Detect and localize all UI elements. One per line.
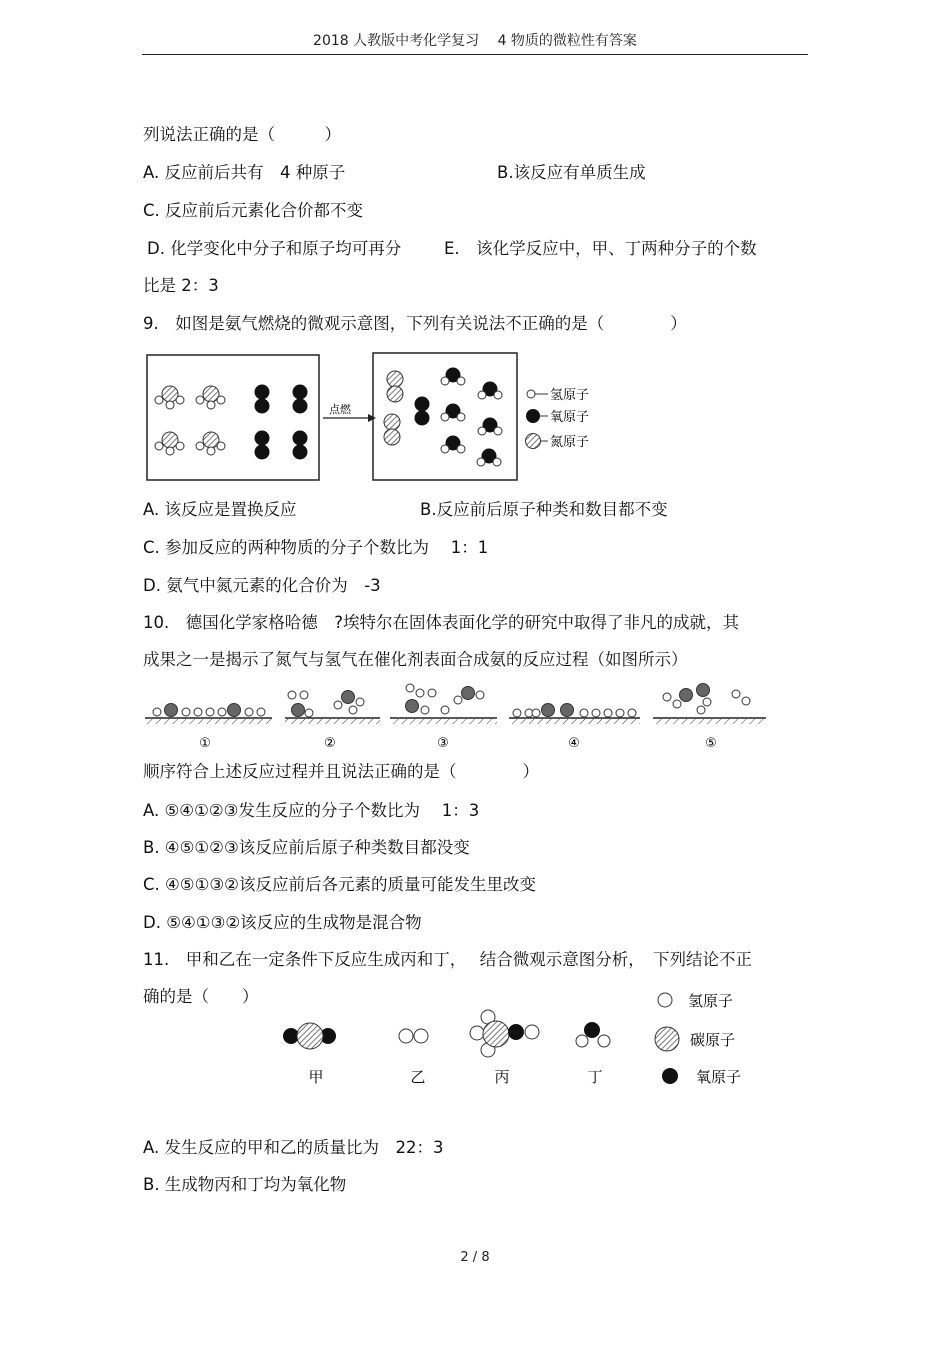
page-header: 2018 人教版中考化学复习 4 物质的微粒性有答案: [313, 33, 637, 49]
q8-option-b: B.该反应有单质生成: [497, 163, 646, 182]
q9-option-d: D. 氨气中氮元素的化合价为 -3: [143, 576, 381, 595]
q8-option-e-cont: 比是 2：3: [143, 276, 219, 295]
molecule-jia: [283, 1023, 336, 1086]
header-rule: [142, 54, 808, 55]
o2-molecule: [255, 385, 270, 414]
svg-text:①: ①: [199, 736, 211, 751]
molecule-yi: [399, 1029, 428, 1086]
svg-text:氧原子: 氧原子: [696, 1068, 742, 1086]
o2-molecule: [255, 431, 270, 460]
q10-option-d: D. ⑤④①③②该反应的生成物是混合物: [143, 913, 422, 932]
svg-text:②: ②: [324, 736, 336, 751]
svg-text:氧原子: 氧原子: [550, 410, 590, 425]
q10-stem-line1: 10. 德国化学家格哈德 ?埃特尔在固体表面化学的研究中取得了非凡的成就，其: [143, 613, 739, 632]
page-number: 2 / 8: [460, 1250, 490, 1265]
legend-hydrogen: [527, 388, 589, 403]
h2o-molecule: [478, 382, 502, 400]
process-step-2: [285, 691, 380, 752]
arrow-label: 点燃: [329, 403, 351, 416]
q9-option-c: C. 参加反应的两种物质的分子个数比为 1：1: [143, 538, 489, 557]
legend-nitrogen: [526, 434, 590, 451]
svg-text:乙: 乙: [410, 1068, 426, 1086]
nh3-molecule: [196, 432, 225, 455]
nh3-molecule: [155, 432, 184, 455]
legend-hydrogen: [658, 992, 733, 1010]
q8-option-a: A. 反应前后共有 4 种原子: [143, 163, 346, 182]
q9-option-a: A. 该反应是置换反应: [143, 500, 297, 519]
svg-text:氢原子: 氢原子: [688, 992, 734, 1010]
q11-stem-line2: 确的是（ ）: [143, 987, 259, 1006]
process-step-4: [509, 704, 640, 752]
h2o-molecule: [441, 436, 465, 454]
svg-text:③: ③: [437, 736, 449, 751]
q9-option-b: B.反应前后原子种类和数目都不变: [420, 500, 668, 519]
q10-stem-line2: 成果之一是揭示了氮气与氢气在催化剂表面合成氨的反应过程（如图所示）: [143, 650, 688, 669]
q8-option-d: D. 化学变化中分子和原子均可再分: [147, 239, 402, 258]
q11-option-b: B. 生成物丙和丁均为氧化物: [143, 1175, 347, 1194]
process-step-5: [653, 684, 766, 752]
svg-text:④: ④: [568, 736, 580, 751]
q10-stem-line3: 顺序符合上述反应过程并且说法正确的是（ ）: [143, 762, 539, 781]
svg-text:丁: 丁: [587, 1068, 603, 1086]
q10-option-c: C. ④⑤①③②该反应前后各元素的质量可能发生里改变: [143, 875, 536, 894]
q10-option-b: B. ④⑤①②③该反应前后原子种类数目都没变: [143, 838, 470, 857]
n2-molecule: [387, 371, 403, 402]
q8-option-e: E. 该化学反应中，甲、丁两种分子的个数: [444, 239, 757, 258]
q9-diagram: [140, 350, 620, 485]
q9-stem: 9. 如图是氨气燃烧的微观示意图，下列有关说法不正确的是（ ）: [143, 314, 687, 333]
nh3-molecule: [196, 386, 225, 409]
molecule-bing: [470, 1010, 539, 1086]
legend-carbon: [655, 1027, 735, 1051]
q11-option-a: A. 发生反应的甲和乙的质量比为 22：3: [143, 1138, 444, 1157]
molecule-ding: [576, 1022, 610, 1086]
svg-text:氮原子: 氮原子: [550, 435, 590, 450]
h2o-molecule: [441, 368, 465, 386]
svg-text:氢原子: 氢原子: [550, 388, 590, 403]
q8-stem: 列说法正确的是（ ）: [143, 125, 341, 144]
svg-text:⑤: ⑤: [705, 736, 717, 751]
q8-option-c: C. 反应前后元素化合价都不变: [143, 201, 364, 220]
o2-molecule: [293, 431, 308, 460]
process-step-3: [390, 684, 497, 751]
svg-text:甲: 甲: [308, 1068, 324, 1086]
h2o-molecule: [477, 449, 501, 467]
o2-molecule: [293, 385, 308, 414]
h2o-molecule: [478, 418, 502, 436]
nh3-molecule: [155, 386, 184, 409]
q11-stem-line1: 11. 甲和乙在一定条件下反应生成丙和丁， 结合微观示意图分析， 下列结论不正: [143, 950, 752, 969]
h2o-molecule: [441, 404, 465, 422]
legend-oxygen: [526, 409, 589, 425]
svg-text:丙: 丙: [494, 1068, 510, 1086]
q11-diagram: [270, 982, 790, 1092]
process-step-1: [145, 704, 272, 752]
n2-molecule: [384, 414, 400, 445]
legend-oxygen: [662, 1068, 741, 1086]
reactant-box: [147, 355, 319, 480]
o2-molecule: [415, 397, 430, 426]
q10-option-a: A. ⑤④①②③发生反应的分子个数比为 1：3: [143, 801, 480, 820]
q10-diagram: [140, 680, 770, 755]
svg-text:碳原子: 碳原子: [690, 1031, 736, 1049]
